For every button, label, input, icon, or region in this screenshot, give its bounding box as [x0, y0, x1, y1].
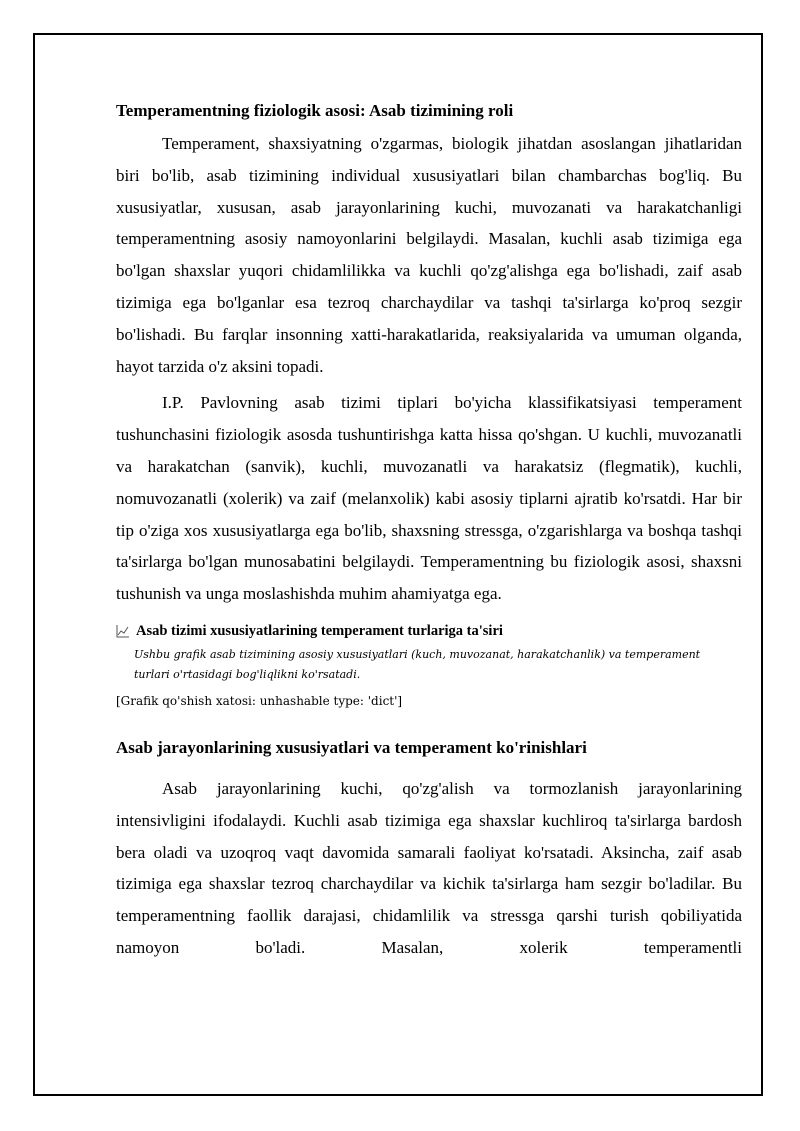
section-heading: Asab jarayonlarining xususiyatlari va temperament ko'rinishlari	[116, 737, 587, 757]
paragraph: Temperament, shaxsiyatning o'zgarmas, biologik jihatdan asoslangan jihatlaridan biri bo'lib, asab tizimining individual xususiyatlari bilan chambarchas bog'liq. Bu xususiyatlar, xususan, asab jarayonlarining kuchi, muvozanati va harakatchanligi temperamentning asosiy namoyonlarini belgilaydi. Masalan, kuchli asab tizimiga ega bo'lgan shaxslar yuqori chidamlilikka va kuchli qo'zg'alishga ega bo'lishadi, zaif asab tizimiga ega bo'lganlar esa tezroq charchaydilar va tashqi ta'sirlarga ko'proq sezgir bo'lishadi. Bu farqlar insonning xatti-harakatlarida, reaksiyalarida va umuman olganda, hayot tarzida o'z aksini topadi.	[116, 134, 742, 376]
document-body	[116, 96, 742, 969]
chart-error-message: [Grafik qo'shish xatosi: unhashable type: 'dict']	[116, 693, 403, 708]
chart-caption: Ushbu grafik asab tizimining asosiy xususiyatlari (kuch, muvozanat, harakatchanlik) va temperament turlari o'rtasidagi bog'liqlikni ko'rsatadi.	[134, 647, 701, 681]
chart-placeholder	[116, 620, 742, 711]
paragraph: Asab jarayonlarining kuchi, qo'zg'alish va tormozlanish jarayonlarining intensivligini ifodalaydi. Kuchli asab tizimiga ega shaxslar kuchliroq ta'sirlarga bardosh bera oladi va uzoqroq vaqt davomida samarali faoliyat ko'rsatadi. Aksincha, zaif asab tizimiga ega shaxslar tezroq charchaydilar va kichik ta'sirlarga ham sezgir bo'ladilar. Bu temperamentning faollik darajasi, chidamlilik va stressga qarshi turish qobiliyatida namoyon bo'ladi. Masalan, xolerik temperamentli	[116, 778, 742, 957]
chart-increasing-icon	[116, 624, 130, 638]
chart-title: Asab tizimi xususiyatlarining temperament turlariga ta'siri	[136, 622, 503, 639]
section-heading: Temperamentning fiziologik asosi: Asab tizimining roli	[116, 101, 514, 120]
paragraph: I.P. Pavlovning asab tizimi tiplari bo'yicha klassifikatsiyasi temperament tushunchasini fiziologik asosda tushuntirishga katta hissa qo'shgan. U kuchli, muvozanatli va harakatchan (sanvik), kuchli, muvozanatli va harakatsiz (flegmatik), kuchli, nomuvozanatli (xolerik) va zaif (melanxolik) kabi asosiy tiplarni ajratib ko'rsatdi. Har bir tip o'ziga xos xususiyatlarga ega bo'lib, shaxsning stressga, o'zgarishlarga va boshqa tashqi ta'sirlarga bo'lgan munosabatini belgilaydi. Temperamentning bu fiziologik asosi, shaxsni tushunish va unga moslashishda muhim ahamiyatga ega.	[116, 393, 742, 604]
chart-title-row	[116, 620, 742, 642]
